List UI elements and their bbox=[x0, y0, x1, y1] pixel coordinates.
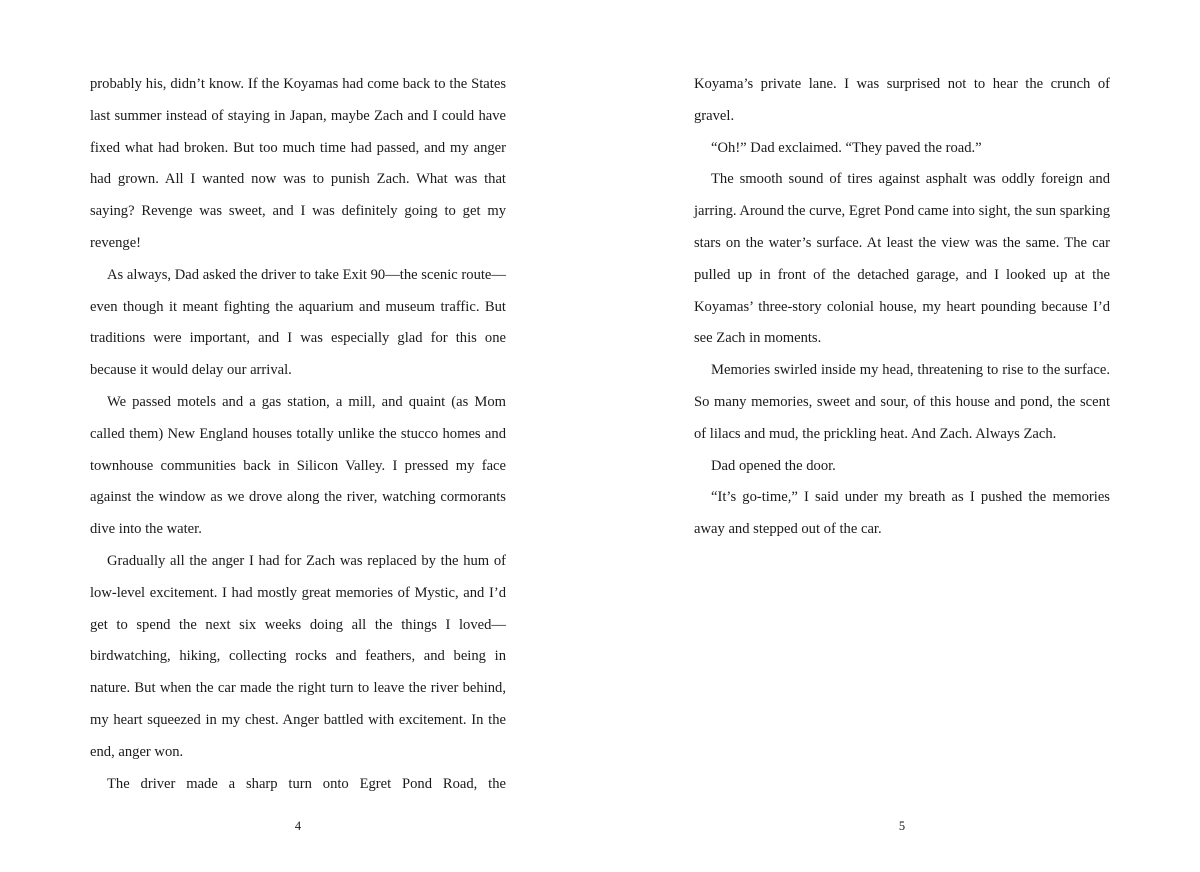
left-paragraph-5: The driver made a sharp turn onto Egret Pond Road, the bbox=[107, 775, 506, 792]
page-number: 5 bbox=[898, 819, 906, 833]
right-paragraph-3: The smooth sound of tires against asphalt was oddly foreign and jarring. Around the curve, Egret Pond came into sight, the sun sparking stars on the water’s surface. At least the view was the same. The car pulled up in front of the detached garage, and I looked up at the Koyamas’ three-story colonial house, my heart pounding because I’d see Zach in moments. bbox=[694, 171, 1110, 347]
right-page bbox=[600, 0, 1200, 872]
left-paragraph-1: probably his, didn’t know. If the Koyamas had come back to the States last summer instead of staying in Japan, maybe Zach and I could have fixed what had broken. But too much time had passed, and my anger had grown. All I wanted now was to punish Zach. What was that saying? Revenge was sweet, and I was definitely going to get my revenge! bbox=[90, 76, 506, 251]
right-paragraph-6: “It’s go-time,” I said under my breath as I pushed the memories away and stepped out of the car. bbox=[694, 489, 1110, 538]
page-number: 4 bbox=[294, 819, 302, 833]
right-paragraph-4: Memories swirled inside my head, threatening to rise to the surface. So many memories, sweet and sour, of this house and pond, the scent of lilacs and mud, the prickling heat. And Zach. Always Zach. bbox=[694, 362, 1110, 442]
right-paragraph-1: Koyama’s private lane. I was surprised not to hear the crunch of gravel. bbox=[694, 76, 1110, 124]
left-page-text bbox=[90, 69, 506, 800]
right-paragraph-2: “Oh!” Dad exclaimed. “They paved the road.” bbox=[711, 139, 982, 156]
left-paragraph-4: Gradually all the anger I had for Zach was replaced by the hum of low-level excitement. I had mostly great memories of Mystic, and I’d get to spend the next six weeks doing all the things I loved—birdwatching, hiking, collecting rocks and feathers, and being in nature. But when the car made the right turn to leave the river behind, my heart squeezed in my chest. Anger battled with excitement. In the end, anger won. bbox=[90, 552, 506, 760]
left-paragraph-2: As always, Dad asked the driver to take Exit 90—the scenic route—even though it meant fighting the aquarium and museum traffic. But traditions were important, and I was especially glad for this one because it would delay our arrival. bbox=[90, 266, 506, 379]
right-paragraph-5: Dad opened the door. bbox=[711, 457, 836, 474]
left-paragraph-3: We passed motels and a gas station, a mill, and quaint (as Mom called them) New England houses totally unlike the stucco homes and townhouse communities back in Silicon Valley. I pressed my face against the window as we drove along the river, watching cormorants dive into the water. bbox=[90, 393, 506, 538]
right-page-text bbox=[694, 69, 1110, 546]
